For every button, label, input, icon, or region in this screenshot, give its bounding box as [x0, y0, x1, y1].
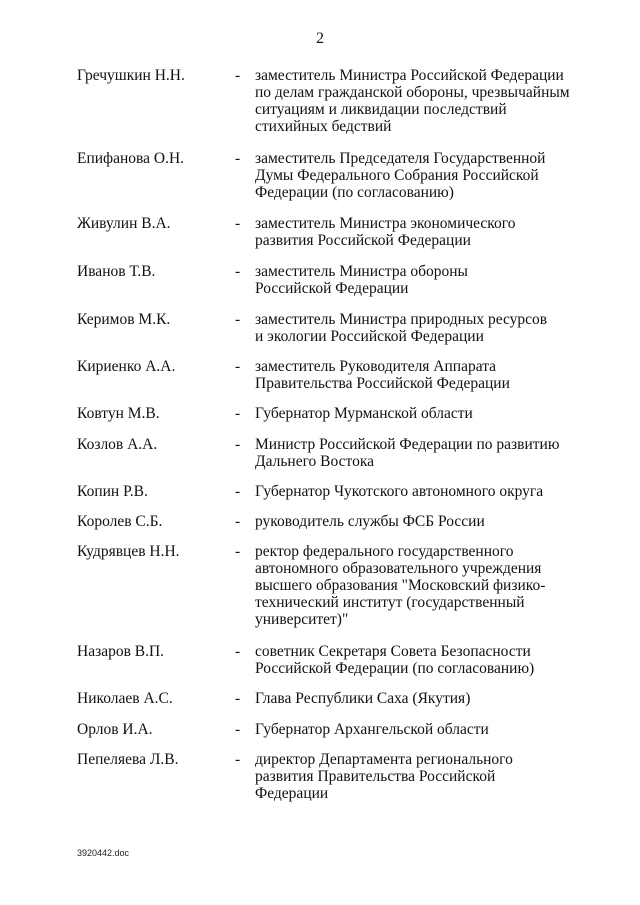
dash-separator: -: [235, 150, 241, 167]
dash-separator: -: [235, 311, 241, 328]
member-position: [255, 543, 585, 628]
position-line: Губернатор Мурманской области: [255, 405, 473, 422]
member-name: Кудрявцев Н.Н.: [77, 543, 180, 560]
member-position: [255, 483, 585, 500]
member-position: [255, 721, 585, 738]
position-line: и экологии Российской Федерации: [255, 328, 484, 345]
position-line: советник Секретаря Совета Безопасности: [255, 643, 531, 660]
position-line: Губернатор Чукотского автономного округа: [255, 483, 544, 500]
position-line: Министр Российской Федерации по развитию: [255, 436, 560, 453]
dash-separator: -: [235, 643, 241, 660]
dash-separator: -: [235, 263, 241, 280]
member-name: Живулин В.А.: [77, 215, 171, 232]
dash-separator: -: [235, 405, 241, 422]
dash-separator: -: [235, 483, 241, 500]
member-position: [255, 643, 585, 677]
position-line: заместитель Министра Российской Федерации: [255, 67, 564, 84]
member-position: [255, 215, 585, 249]
member-name: Ковтун М.В.: [77, 405, 160, 422]
document-reference: 3920442.doc: [77, 848, 130, 858]
member-position: [255, 311, 585, 345]
position-line: Федерации (по согласованию): [255, 184, 454, 201]
dash-separator: -: [235, 358, 241, 375]
position-line: Дальнего Востока: [255, 453, 375, 470]
member-name: Орлов И.А.: [77, 721, 153, 738]
member-position: [255, 690, 585, 707]
position-line: ситуациям и ликвидации последствий: [255, 101, 507, 118]
dash-separator: -: [235, 513, 241, 530]
member-name: Назаров В.П.: [77, 643, 165, 660]
member-position: [255, 405, 585, 422]
position-line: Губернатор Архангельской области: [255, 721, 489, 738]
member-position: [255, 67, 585, 135]
position-line: директор Департамента регионального: [255, 751, 513, 768]
position-line: развития Российской Федерации: [255, 232, 471, 249]
member-position: [255, 263, 585, 297]
position-line: заместитель Министра природных ресурсов: [255, 311, 548, 328]
member-position: [255, 358, 585, 392]
position-line: высшего образования "Московский физико-: [255, 577, 546, 594]
member-name: Кириенко А.А.: [77, 358, 176, 375]
position-line: Правительства Российской Федерации: [255, 375, 510, 392]
position-line: заместитель Министра обороны: [255, 263, 468, 280]
position-line: развития Правительства Российской: [255, 768, 496, 785]
member-name: Епифанова О.Н.: [77, 150, 185, 167]
position-line: Думы Федерального Собрания Российской: [255, 167, 539, 184]
position-line: технический институт (государственный: [255, 594, 525, 611]
page-number: 2: [316, 30, 324, 47]
position-line: Федерации: [255, 785, 329, 802]
dash-separator: -: [235, 436, 241, 453]
member-name: Гречушкин Н.Н.: [77, 67, 185, 84]
dash-separator: -: [235, 690, 241, 707]
position-line: автономного образовательного учреждения: [255, 560, 542, 577]
position-line: Российской Федерации: [255, 280, 409, 297]
member-name: Керимов М.К.: [77, 311, 171, 328]
member-position: [255, 513, 585, 530]
member-name: Королев С.Б.: [77, 513, 163, 530]
position-line: Российской Федерации (по согласованию): [255, 660, 535, 677]
dash-separator: -: [235, 215, 241, 232]
position-line: ректор федерального государственного: [255, 543, 514, 560]
position-line: университет)": [255, 611, 349, 628]
member-name: Николаев А.С.: [77, 690, 173, 707]
dash-separator: -: [235, 67, 241, 84]
position-line: Глава Республики Саха (Якутия): [255, 690, 471, 707]
position-line: заместитель Руководителя Аппарата: [255, 358, 497, 375]
member-position: [255, 751, 585, 802]
dash-separator: -: [235, 543, 241, 560]
position-line: руководитель службы ФСБ России: [255, 513, 485, 530]
dash-separator: -: [235, 751, 241, 768]
member-position: [255, 436, 585, 470]
position-line: заместитель Председателя Государственной: [255, 150, 546, 167]
member-name: Козлов А.А.: [77, 436, 158, 453]
dash-separator: -: [235, 721, 241, 738]
member-name: Пепеляева Л.В.: [77, 751, 179, 768]
member-name: Иванов Т.В.: [77, 263, 156, 280]
member-position: [255, 150, 585, 201]
member-name: Копин Р.В.: [77, 483, 148, 500]
position-line: стихийных бедствий: [255, 118, 392, 135]
position-line: заместитель Министра экономического: [255, 215, 516, 232]
position-line: по делам гражданской обороны, чрезвычайным: [255, 84, 570, 101]
